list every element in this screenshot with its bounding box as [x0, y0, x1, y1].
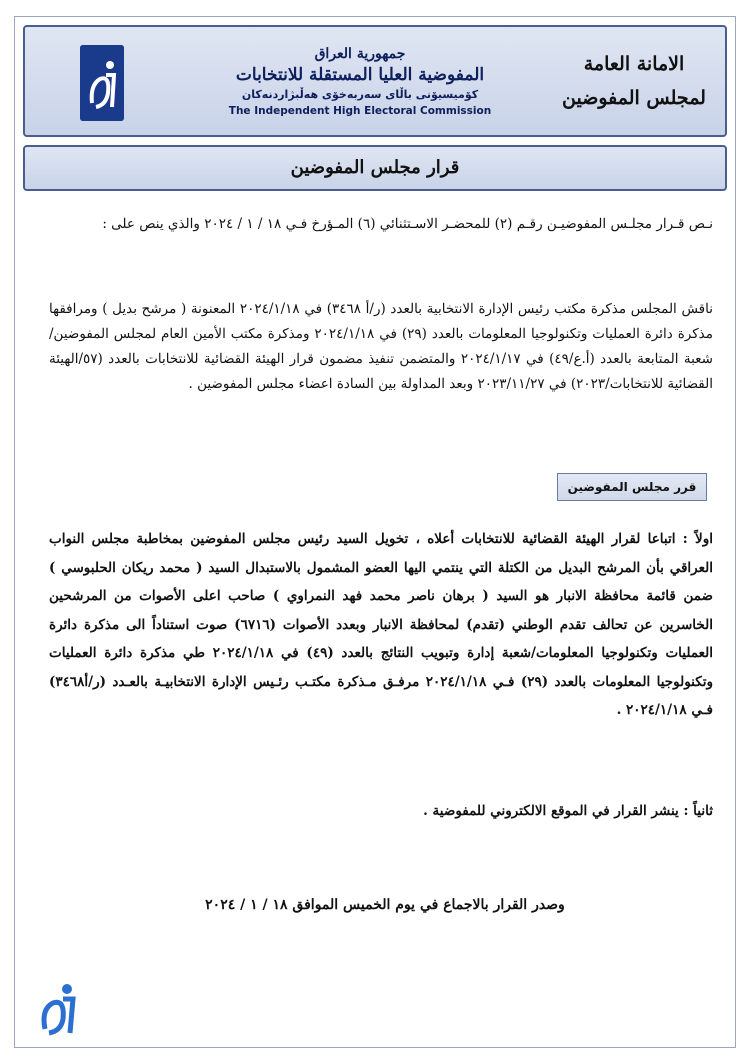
decision-title: قرار مجلس المفوضين [23, 145, 727, 191]
secretariat-line-2: لمجلس المفوضين [562, 87, 706, 109]
ihec-logo-graphic [80, 45, 124, 121]
republic-name: جمهورية العراق [314, 46, 406, 62]
commission-branding [80, 45, 600, 129]
discussion-paragraph: ناقش المجلس مذكرة مكتب رئيس الإدارة الانتخابية بالعدد (ر/أ ٣٤٦٨) في ٢٠٢٤/١/١٨ المعنونة ( مرشح بديل ) ومرافقها مذكرة دائرة العمليات وتكنولوجيا المعلومات بالعدد (٢٩) في ٢٠٢٤/١/١٨ ومذكرة مكتب الأمين العام لمجلس المفوضين/شعبة المتابعة بالعدد (أ.ع/٤٩) في ٢٠٢٤/١/١٧ والمتضمن تنفيذ مضمون قرار الهيئة القضائية للانتخابات بالعدد (٥٧/الهيئة القضائية للانتخابات/٢٠٢٣) في ٢٠٢٣/١١/٢٧ وبعد المداولة بين السادة اعضاء مجلس المفوضين . [49, 301, 714, 392]
letterhead [23, 25, 727, 137]
commission-name-kurdish: كۆمیسیۆنی باڵای سەربەخۆی هەڵبژاردنەکان [241, 88, 479, 101]
ihec-watermark-logo-icon [35, 979, 83, 1039]
first-clause: اولاً : اتباعا لقرار الهيئة القضائية للانتخابات أعلاه ، تخويل السيد رئيس مجلس المفوضين بمخاطبة مجلس النواب العراقي بأن المرشح البديل من الكتلة التي ينتمي اليها العضو المشمول بالاستبدال السيد ( محمد ريكان الحلبوسي ) ضمن قائمة محافظة الانبار هو السيد ( برهان ناصر محمد فهد النمراوي ) صاحب اعلى الأصوات من المرشحين الخاسرين عن تحالف تقدم الوطني (تقدم) لمحافظة الانبار وبعدد الأصوات (٦٧١٦) صوت استناداً الى مذكرة دائرة العمليات وتكنولوجيا المعلومات/شعبة إدارة وتبويب النتائج بالعدد (٤٩) في ٢٠٢٤/١/١٨ طي مذكرة دائرة العمليات وتكنولوجيا المعلومات بالعدد (٢٩) فـي ٢٠٢٤/١/١٨ مرفـق مـذكرة مكتـب رئـيس الإدارة الانتخابيـة بالعـدد (ر/أ٣٤٦٨) فـي ٢٠٢٤/١/١٨ . [49, 531, 713, 718]
commission-name-english: The Independent High Electoral Commission [228, 105, 492, 117]
issue-statement: وصدر القرار بالاجماع في يوم الخميس الموافق ١٨ / ١ / ٢٠٢٤ [205, 897, 565, 913]
second-clause: ثانياً : ينشر القرار في الموقع الالكتروني للمفوضية . [423, 803, 713, 819]
commission-name-arabic: المفوضية العليا المستقلة للانتخابات [235, 65, 485, 85]
commission-name [210, 45, 510, 119]
ihec-logo-icon [80, 45, 124, 121]
document-page [14, 16, 736, 1048]
decision-subheading: قرر مجلس المفوضين [557, 473, 707, 501]
secretariat-line-1: الامانة العامة [583, 53, 685, 75]
intro-paragraph: نـص قـرار مجلـس المفوضيـن رقـم (٢) للمحضـر الاسـتثنائي (٦) المـؤرخ فـي ١٨ / ١ / ٢٠٢٤ والذي ينص على : [102, 216, 713, 232]
